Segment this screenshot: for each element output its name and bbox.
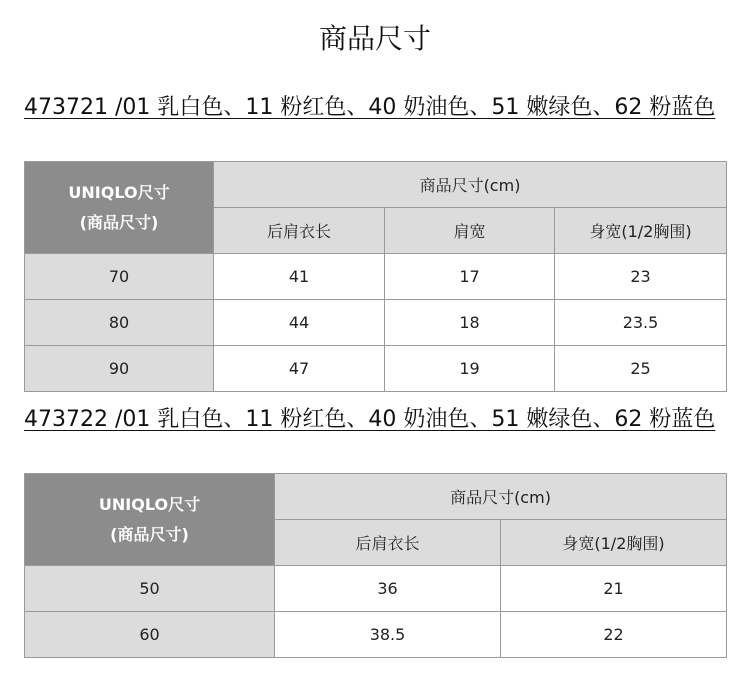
group-header: 商品尺寸(cm) bbox=[214, 162, 727, 208]
corner-header-line2: (商品尺寸) bbox=[110, 524, 189, 544]
corner-header-line1: UNIQLO尺寸 bbox=[68, 182, 170, 202]
group-header: 商品尺寸(cm) bbox=[275, 474, 727, 520]
column-header-body-width: 身宽(1/2胸围) bbox=[555, 208, 727, 254]
column-header-shoulder-width: 肩宽 bbox=[385, 208, 555, 254]
table-row bbox=[25, 300, 727, 346]
table-cell: 41 bbox=[214, 254, 385, 300]
size-table-473721 bbox=[24, 161, 727, 392]
corner-header bbox=[25, 162, 214, 254]
table-row bbox=[25, 346, 727, 392]
table-cell: 47 bbox=[214, 346, 385, 392]
table-cell: 17 bbox=[385, 254, 555, 300]
size-label: 70 bbox=[25, 254, 214, 300]
corner-header bbox=[25, 474, 275, 566]
size-table-473722 bbox=[24, 473, 727, 658]
column-header-back-length: 后肩衣长 bbox=[214, 208, 385, 254]
table-cell: 44 bbox=[214, 300, 385, 346]
column-header-back-length: 后肩衣长 bbox=[275, 520, 501, 566]
table-row bbox=[25, 612, 727, 658]
table-cell: 21 bbox=[501, 566, 727, 612]
page-title: 商品尺寸 bbox=[318, 22, 431, 55]
table-row bbox=[25, 566, 727, 612]
table-cell: 36 bbox=[275, 566, 501, 612]
section-heading-473721: 473721 /01 乳白色、11 粉红色、40 奶油色、51 嫩绿色、62 粉蓝色 bbox=[24, 95, 716, 120]
section-heading-473722: 473722 /01 乳白色、11 粉红色、40 奶油色、51 嫩绿色、62 粉蓝色 bbox=[24, 407, 716, 432]
size-label: 50 bbox=[25, 566, 275, 612]
table-cell: 18 bbox=[385, 300, 555, 346]
table-cell: 23 bbox=[555, 254, 727, 300]
corner-header-line2: (商品尺寸) bbox=[79, 212, 159, 232]
table-row bbox=[25, 254, 727, 300]
table-cell: 19 bbox=[385, 346, 555, 392]
table-cell: 25 bbox=[555, 346, 727, 392]
corner-header-line1: UNIQLO尺寸 bbox=[98, 494, 201, 514]
table-cell: 38.5 bbox=[275, 612, 501, 658]
size-label: 80 bbox=[25, 300, 214, 346]
table-cell: 22 bbox=[501, 612, 727, 658]
column-header-body-width: 身宽(1/2胸围) bbox=[501, 520, 727, 566]
size-label: 60 bbox=[25, 612, 275, 658]
size-label: 90 bbox=[25, 346, 214, 392]
table-cell: 23.5 bbox=[555, 300, 727, 346]
